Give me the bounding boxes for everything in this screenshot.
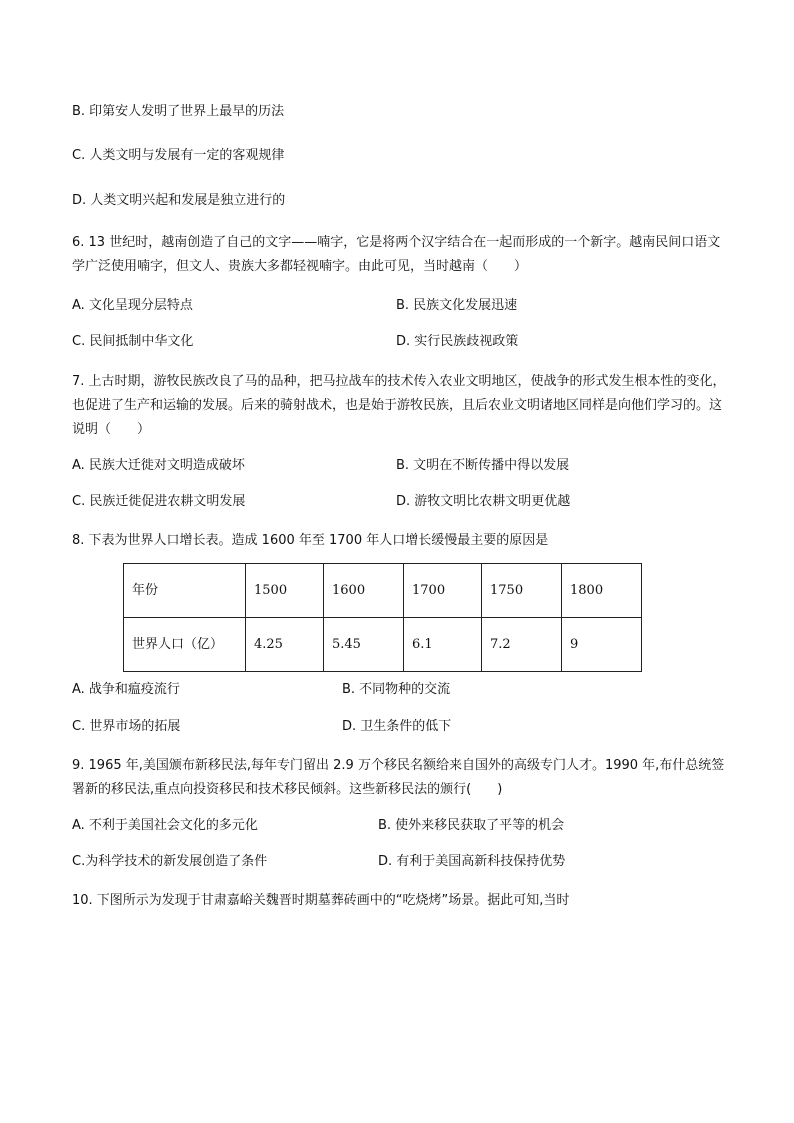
q6-option-c: C. 民间抵制中华文化 xyxy=(72,334,194,349)
table-cell: 年份 xyxy=(124,564,246,618)
q9-option-a: A. 不利于美国社会文化的多元化 xyxy=(72,818,258,833)
table-cell: 世界人口（亿） xyxy=(124,618,246,672)
q8-option-c: C. 世界市场的拓展 xyxy=(72,719,181,734)
q6-option-b: B. 民族文化发展迅速 xyxy=(396,298,518,313)
option-b-prev: B. 印第安人发明了世界上最早的历法 xyxy=(72,104,285,119)
q7-option-d: D. 游牧文明比农耕文明更优越 xyxy=(396,494,571,509)
q6-option-a: A. 文化呈现分层特点 xyxy=(72,298,193,313)
q8-option-a: A. 战争和瘟疫流行 xyxy=(72,682,180,697)
table-cell: 1750 xyxy=(482,564,562,618)
option-c-prev: C. 人类文明与发展有一定的客观规律 xyxy=(72,148,285,163)
population-table xyxy=(123,563,642,672)
q9-option-b: B. 使外来移民获取了平等的机会 xyxy=(378,818,565,833)
table-cell: 5.45 xyxy=(324,618,404,672)
table-cell: 6.1 xyxy=(404,618,482,672)
table-row xyxy=(124,564,642,618)
q7-option-c: C. 民族迁徙促进农耕文明发展 xyxy=(72,494,246,509)
table-cell: 9 xyxy=(562,618,642,672)
table-row xyxy=(124,618,642,672)
q9-option-d: D. 有利于美国高新科技保持优势 xyxy=(378,854,566,869)
table-cell: 4.25 xyxy=(246,618,324,672)
q8-option-d: D. 卫生条件的低下 xyxy=(342,719,452,734)
table-cell: 1700 xyxy=(404,564,482,618)
table-cell: 7.2 xyxy=(482,618,562,672)
table-cell: 1600 xyxy=(324,564,404,618)
question-8-stem: 8. 下表为世界人口增长表。造成 1600 年至 1700 年人口增长缓慢最主要的原因是 xyxy=(72,533,549,548)
q9-option-c: C.为科学技术的新发展创造了条件 xyxy=(72,854,268,869)
question-7-stem: 7. 上古时期，游牧民族改良了马的品种，把马拉战车的技术传入农业文明地区，使战争的形式发生根本性的变化，也促进了生产和运输的发展。后来的骑射战术，也是始于游牧民族，且后农业文明诸地区同样是向他们学习的。这说明（ ） xyxy=(72,374,726,437)
option-d-prev: D. 人类文明兴起和发展是独立进行的 xyxy=(72,193,286,208)
table-cell: 1800 xyxy=(562,564,642,618)
q7-option-b: B. 文明在不断传播中得以发展 xyxy=(396,458,570,473)
question-6-stem: 6. 13 世纪时，越南创造了自己的文字——喃字，它是将两个汉字结合在一起而形成的一个新字。越南民间口语文学广泛使用喃字，但文人、贵族大多都轻视喃字。由此可见，当时越南（ ） xyxy=(72,235,721,274)
question-10-stem: 10. 下图所示为发现于甘肃嘉峪关魏晋时期墓葬砖画中的“吃烧烤”场景。据此可知,当时 xyxy=(72,893,570,908)
q8-option-b: B. 不同物种的交流 xyxy=(342,682,451,697)
q7-option-a: A. 民族大迁徙对文明造成破坏 xyxy=(72,458,245,473)
table-cell: 1500 xyxy=(246,564,324,618)
question-9-stem: 9. 1965 年,美国颁布新移民法,每年专门留出 2.9 万个移民名额给来自国外的高级专门人才。1990 年,布什总统签署新的移民法,重点向投资移民和技术移民倾斜。这些新移民法的颁行( ) xyxy=(72,758,725,797)
q6-option-d: D. 实行民族歧视政策 xyxy=(396,334,519,349)
